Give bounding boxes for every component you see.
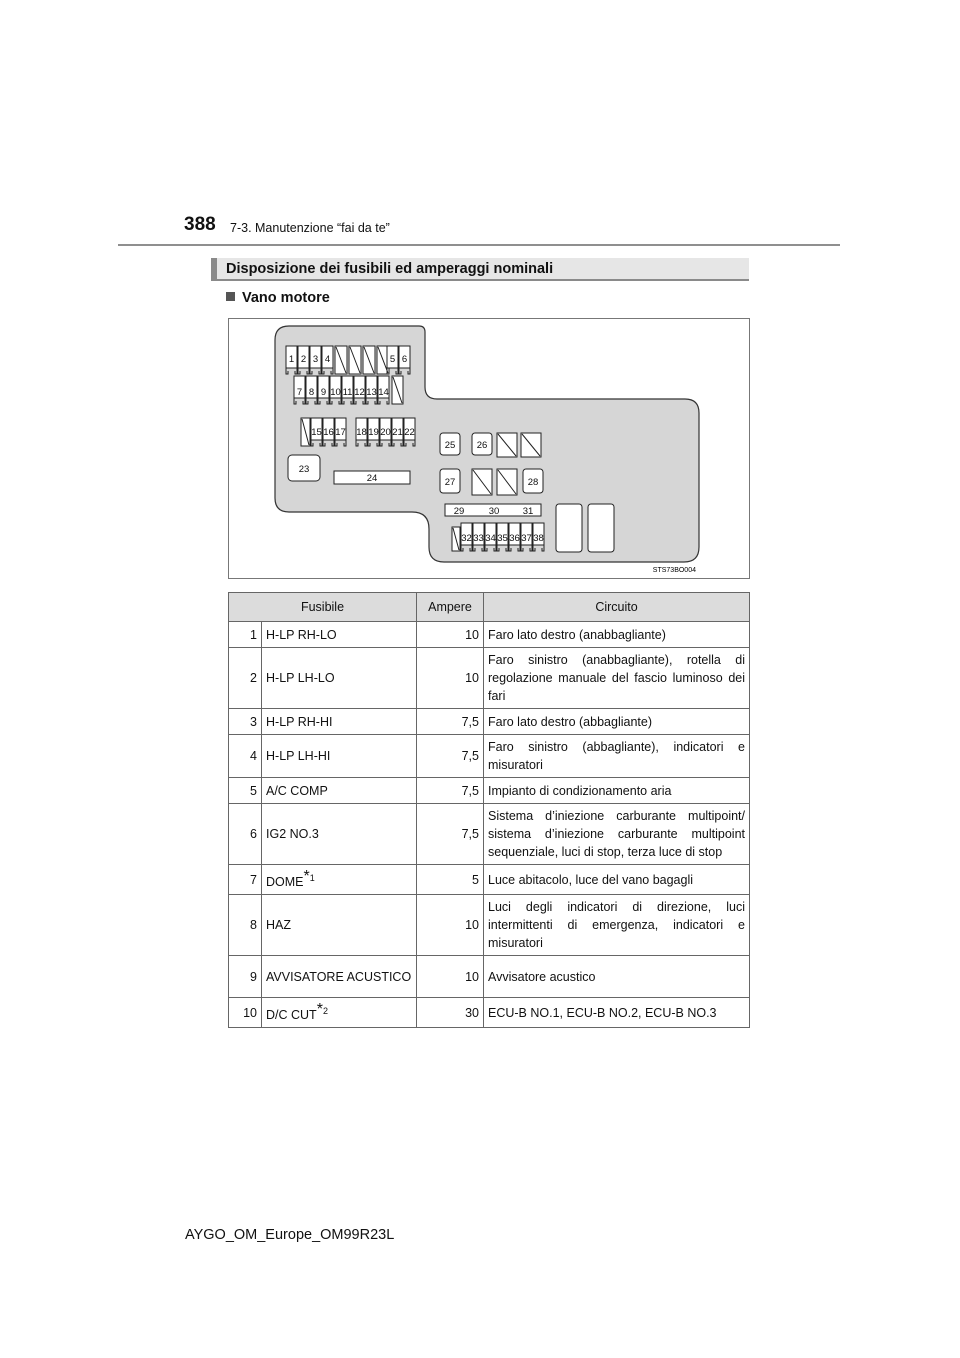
fuse-number-text: 9 <box>250 969 257 984</box>
header-fuse: Fusibile <box>229 593 417 622</box>
table-row <box>229 895 750 956</box>
fuse-label-18: 18 <box>356 427 367 438</box>
fuse-table <box>228 592 750 1028</box>
footer-code: AYGO_OM_Europe_OM99R23L <box>185 1227 395 1243</box>
fuse-label-9: 9 <box>320 387 327 398</box>
large-fuse-block <box>556 504 582 552</box>
large-fuse-block <box>588 504 614 552</box>
fuse-circuit-text: Sistema d’iniezione carburante multipoint/ sistema d’iniezione carburante multipoint sequenziale, luci di stop, terza luce di stop <box>488 809 745 859</box>
fuse-circuit-text: Luce abitacolo, luce del vano bagagli <box>488 872 694 887</box>
fuse-box-svg <box>229 319 751 580</box>
fuse-label-3: 3 <box>312 354 319 365</box>
fuse-label-13: 13 <box>366 387 377 398</box>
fuse-ampere-text: 10 <box>465 671 479 685</box>
fuse-name <box>262 735 417 778</box>
fuse-number-text: 10 <box>243 1005 257 1020</box>
fuse-circuit-text: Impianto di condizionamento aria <box>488 783 672 798</box>
fuse-label-28: 28 <box>527 477 539 488</box>
fuse-label-5: 5 <box>389 354 396 365</box>
fuse-label-32: 32 <box>461 533 472 544</box>
fuse-name-text: H-LP LH-LO <box>266 671 335 685</box>
fuse-circuit <box>484 895 750 956</box>
fuse-label-36: 36 <box>509 533 520 544</box>
fuse-circuit <box>484 778 750 804</box>
fuse-label-19: 19 <box>368 427 379 438</box>
fuse-ampere-text: 7,5 <box>461 714 479 729</box>
fuse-ampere-text: 10 <box>465 627 479 642</box>
fuse-number <box>229 622 262 648</box>
fuse-number-text: 7 <box>250 872 257 887</box>
fuse-label-23: 23 <box>298 464 310 475</box>
fuse-number <box>229 735 262 778</box>
fuse-number <box>229 956 262 998</box>
fuse-ampere <box>417 735 484 778</box>
fuse-circuit <box>484 956 750 998</box>
fuse-label-24: 24 <box>366 473 378 484</box>
fuse-circuit <box>484 998 750 1028</box>
fuse-label-22: 22 <box>404 427 415 438</box>
fuse-circuit <box>484 804 750 865</box>
fuse-label-26: 26 <box>476 440 488 451</box>
fuse-ampere <box>417 804 484 865</box>
fuse-name-text: AVVISATORE ACUSTICO <box>266 969 412 984</box>
fuse-name-text: H-LP LH-HI <box>266 749 331 763</box>
fuse-label-37: 37 <box>521 533 532 544</box>
fuse-name-text: HAZ <box>266 918 291 933</box>
fuse-ampere-text: 7,5 <box>461 749 479 763</box>
table-row <box>229 998 750 1028</box>
fuse-label-15: 15 <box>311 427 322 438</box>
fuse-label-8: 8 <box>308 387 315 398</box>
fuse-number <box>229 895 262 956</box>
fuse-label-6: 6 <box>401 354 408 365</box>
fuse-label-29: 29 <box>453 506 465 517</box>
fuse-number-text: 1 <box>250 627 257 642</box>
fuse-ampere-text: 5 <box>472 872 479 887</box>
diagram-code: STS73BO004 <box>652 567 696 574</box>
sub-heading-text: Vano motore <box>242 290 330 306</box>
fuse-ampere-text: 7,5 <box>461 783 479 798</box>
fuse-number-text: 5 <box>250 783 257 798</box>
footnote-mark: *2 <box>316 1001 328 1019</box>
fuse-label-35: 35 <box>497 533 508 544</box>
header-ampere: Ampere <box>417 593 484 622</box>
fuse-label-17: 17 <box>335 427 346 438</box>
fuse-ampere <box>417 895 484 956</box>
fuse-label-16: 16 <box>323 427 334 438</box>
fuse-label-14: 14 <box>378 387 389 398</box>
fuse-circuit-text: ECU-B NO.1, ECU-B NO.2, ECU-B NO.3 <box>488 1005 717 1020</box>
fuse-ampere <box>417 998 484 1028</box>
fuse-circuit-text: Faro sinistro (abbagliante), indicatori e misuratori <box>488 740 745 772</box>
fuse-circuit <box>484 865 750 895</box>
fuse-label-2: 2 <box>300 354 307 365</box>
footnote-mark: *1 <box>303 868 315 885</box>
fuse-label-20: 20 <box>380 427 391 438</box>
fuse-name <box>262 956 417 998</box>
square-bullet-icon <box>226 292 235 301</box>
fuse-circuit <box>484 735 750 778</box>
fuse-circuit-text: Faro lato destro (anabbagliante) <box>488 627 666 642</box>
fuse-label-12: 12 <box>354 387 365 398</box>
fuse-label-27: 27 <box>444 477 456 488</box>
fuse-number-text: 4 <box>250 749 257 763</box>
fuse-label-4: 4 <box>324 354 331 365</box>
fuse-name <box>262 648 417 709</box>
fuse-number <box>229 778 262 804</box>
table-row <box>229 735 750 778</box>
fuse-number-text: 2 <box>250 671 257 685</box>
fuse-label-30: 30 <box>488 506 500 517</box>
fuse-circuit <box>484 648 750 709</box>
fuse-label-21: 21 <box>392 427 403 438</box>
table-row <box>229 778 750 804</box>
page-number: 388 <box>184 214 216 235</box>
fuse-ampere <box>417 622 484 648</box>
header-circuit: Circuito <box>484 593 750 622</box>
fuse-label-34: 34 <box>485 533 496 544</box>
header-rule <box>118 244 840 246</box>
table-row <box>229 709 750 735</box>
table-row <box>229 648 750 709</box>
fuse-number-text: 3 <box>250 714 257 729</box>
fuse-label-11: 11 <box>342 387 353 398</box>
fuse-label-33: 33 <box>473 533 484 544</box>
table-row <box>229 956 750 998</box>
fuse-number-text: 8 <box>250 918 257 933</box>
fuse-name-text: H-LP RH-LO <box>266 627 337 642</box>
fuse-name <box>262 865 417 895</box>
sub-heading <box>226 290 330 306</box>
fuse-ampere-text: 7,5 <box>461 827 479 841</box>
fuse-label-1: 1 <box>288 354 295 365</box>
fuse-number <box>229 865 262 895</box>
table-row <box>229 622 750 648</box>
fuse-ampere <box>417 865 484 895</box>
fuse-label-25: 25 <box>444 440 456 451</box>
fuse-circuit-text: Luci degli indicatori di direzione, luci intermittenti di emergenza, indicatori e misuratori <box>488 900 745 951</box>
section-title: 7-3. Manutenzione “fai da te” <box>230 221 390 235</box>
fuse-name <box>262 895 417 956</box>
fuse-number <box>229 709 262 735</box>
fuse-circuit-text: Faro sinistro (anabbagliante), rotella di regolazione manuale del fascio luminoso dei fari <box>488 653 745 703</box>
fuse-circuit-text: Avvisatore acustico <box>488 969 596 984</box>
fuse-ampere <box>417 648 484 709</box>
fuse-ampere <box>417 778 484 804</box>
fuse-name-text: IG2 NO.3 <box>266 827 319 841</box>
section-heading <box>211 258 749 281</box>
fuse-name <box>262 778 417 804</box>
fuse-label-38: 38 <box>533 533 544 544</box>
fuse-label-10: 10 <box>330 387 341 398</box>
fuse-name <box>262 804 417 865</box>
fuse-number-text: 6 <box>250 827 257 841</box>
fuse-ampere-text: 10 <box>465 918 479 933</box>
fuse-number <box>229 648 262 709</box>
fuse-circuit-text: Faro lato destro (abbagliante) <box>488 714 652 729</box>
fuse-box-diagram <box>228 318 750 579</box>
fuse-label-31: 31 <box>522 506 534 517</box>
fuse-ampere <box>417 956 484 998</box>
fuse-label-7: 7 <box>296 387 303 398</box>
fuse-name-text: D/C CUT <box>266 1008 317 1023</box>
fuse-name-text: A/C COMP <box>266 783 328 798</box>
fuse-name <box>262 622 417 648</box>
fuse-circuit <box>484 709 750 735</box>
table-row <box>229 865 750 895</box>
section-heading-text: Disposizione dei fusibili ed amperaggi nominali <box>226 261 554 277</box>
fuse-ampere-text: 10 <box>465 969 479 984</box>
fuse-number <box>229 804 262 865</box>
fuse-name <box>262 709 417 735</box>
fuse-name <box>262 998 417 1028</box>
fuse-ampere <box>417 709 484 735</box>
table-header-row <box>229 593 750 622</box>
fuse-name-text: H-LP RH-HI <box>266 714 333 729</box>
fuse-circuit <box>484 622 750 648</box>
table-row <box>229 804 750 865</box>
fuse-ampere-text: 30 <box>465 1005 479 1020</box>
fuse-name-text: DOME <box>266 875 304 890</box>
fuse-number <box>229 998 262 1028</box>
